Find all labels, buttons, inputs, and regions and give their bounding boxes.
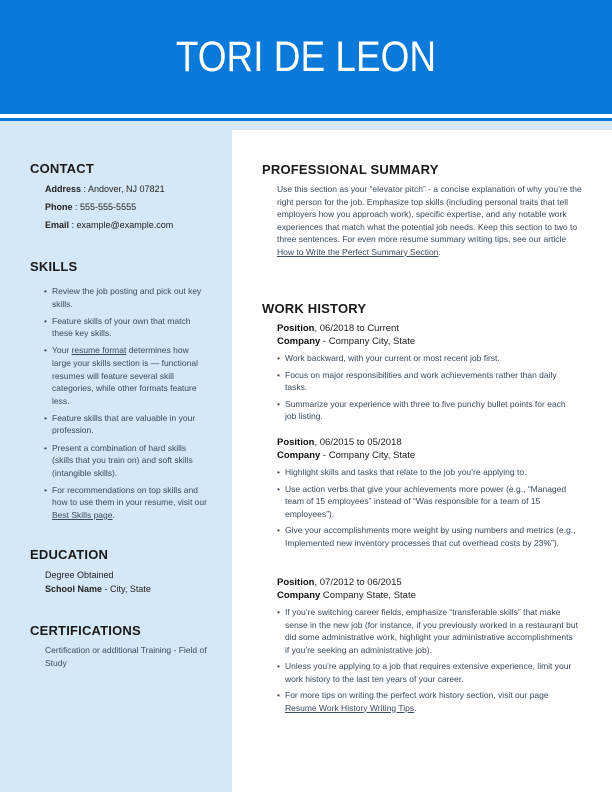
header-banner xyxy=(0,0,612,114)
bullet-text: For more tips on writing the perfect work history section, visit our page xyxy=(285,690,549,700)
job-dates: , 06/2015 to 05/2018 xyxy=(314,437,402,448)
phone-label: Phone xyxy=(45,202,73,212)
certifications-heading: CERTIFICATIONS xyxy=(30,623,141,638)
contact-phone xyxy=(45,200,136,214)
best-skills-link[interactable]: Best Skills page xyxy=(52,510,113,520)
job-position xyxy=(277,322,415,335)
company-label: Company xyxy=(277,590,321,601)
bullet-text: . xyxy=(414,702,417,713)
certification-text: Certification or additional Training - Field of Study xyxy=(45,645,207,668)
job-company xyxy=(277,335,415,348)
candidate-name: TORI DE LEON xyxy=(175,33,437,81)
top-strip xyxy=(232,121,612,130)
skill-text: determines how large your skills section is — functional resumes will feature several skill categories, while other formats feature less. xyxy=(52,345,198,406)
list-item: • If you’re switching career fields, emphasize “transferable skills” that make sense in the new job (for instance, if you previously worked in a restaurant but did some administrative work, highlight your administrative accomplishments if you’re seeking an administrative job). xyxy=(277,606,579,656)
summary-heading: PROFESSIONAL SUMMARY xyxy=(262,162,439,177)
list-item: • Review the job posting and pick out key skills. xyxy=(44,285,208,310)
skill-text: . xyxy=(112,510,115,520)
position-label: Position xyxy=(277,437,315,448)
summary-end: . xyxy=(438,246,441,257)
list-item: • Feature skills that are valuable in your profession. xyxy=(44,412,208,437)
skill-text: For recommendations on top skills and how to use them in your resume, visit our xyxy=(52,484,207,508)
skill-text: Your xyxy=(52,345,72,356)
address-sep: : xyxy=(81,184,89,194)
job-3-header xyxy=(277,576,416,602)
email-label: Email xyxy=(45,220,70,230)
email-sep: : xyxy=(69,220,77,230)
list-item: • Summarize your experience with three to five punchy bullet points for each job listing. xyxy=(277,398,579,423)
list-item: • Focus on major responsibilities and work achievements rather than daily tasks. xyxy=(277,369,579,394)
list-item: • Feature skills of your own that match these key skills. xyxy=(44,315,208,340)
school-location: - City, State xyxy=(102,584,151,594)
email-value: example@example.com xyxy=(76,220,174,230)
job-dates: , 06/2018 to Current xyxy=(314,323,399,334)
address-label: Address xyxy=(45,184,82,194)
job-2-header xyxy=(277,436,415,462)
job-dates: , 07/2012 to 06/2015 xyxy=(314,577,402,588)
contact-address xyxy=(45,182,165,196)
degree: Degree Obtained xyxy=(45,570,114,580)
company-label: Company xyxy=(277,336,321,347)
company-location: - Company City, State xyxy=(320,450,416,461)
list-item: • Unless you’re applying to a job that requires extensive experience, limit your work history to the last ten years of your career. xyxy=(277,660,579,685)
list-item: • Use action verbs that give your achievements more power (e.g., “Managed team of 15 employees” instead of “Was responsible for a team of 15 employees”). xyxy=(277,483,579,521)
phone-sep: : xyxy=(72,202,81,212)
company-location: - Company City, State xyxy=(320,336,416,347)
list-item: • Give your accomplishments more weight by using numbers and metrics (e.g., Implemented new inventory processes that cut overhead costs by 23%”). xyxy=(277,524,579,549)
list-item: • Work backward, with your current or most recent job first. xyxy=(277,352,579,365)
list-item xyxy=(277,689,579,714)
resume-format-link[interactable]: resume format xyxy=(71,345,127,356)
summary-article-link[interactable]: How to Write the Perfect Summary Section xyxy=(277,246,439,257)
contact-heading: CONTACT xyxy=(30,161,94,176)
education-heading: EDUCATION xyxy=(30,547,109,562)
address-value: Andover, NJ 07821 xyxy=(88,184,165,194)
job-1-header xyxy=(277,322,415,348)
job-2-bullets xyxy=(277,466,579,553)
job-3-bullets xyxy=(277,606,579,718)
list-item xyxy=(44,344,208,407)
list-item xyxy=(44,484,208,522)
company-location: Company State, State xyxy=(320,590,416,601)
skills-list xyxy=(44,285,208,526)
contact-email xyxy=(45,218,173,232)
job-position xyxy=(277,576,416,589)
company-label: Company xyxy=(277,450,321,461)
summary-body: Use this section as your “elevator pitch” - a concise explanation of why you’re the right person for the job. Emphasize top skills (including personal traits that tell employers how you approach work), specific expertise, and any notable work experiences that match what the potential job needs. Keep this section to two to three sentences. For even more resume summary writing tips, see our article xyxy=(277,184,582,244)
work-history-tips-link[interactable]: Resume Work History Writing Tips xyxy=(285,702,415,713)
position-label: Position xyxy=(277,577,315,588)
phone-value: 555-555-5555 xyxy=(80,202,137,212)
job-company xyxy=(277,589,416,602)
list-item: • Present a combination of hard skills (skills that you train on) and soft skills (intangible skills). xyxy=(44,442,208,480)
work-history-heading: WORK HISTORY xyxy=(262,301,367,316)
summary-text xyxy=(277,183,583,258)
job-position xyxy=(277,436,415,449)
job-1-bullets xyxy=(277,352,579,427)
school xyxy=(45,582,151,596)
school-label: School Name xyxy=(45,584,103,594)
skills-heading: SKILLS xyxy=(30,259,78,274)
position-label: Position xyxy=(277,323,315,334)
list-item: • Highlight skills and tasks that relate to the job you’re applying to. xyxy=(277,466,579,479)
job-company xyxy=(277,449,415,462)
